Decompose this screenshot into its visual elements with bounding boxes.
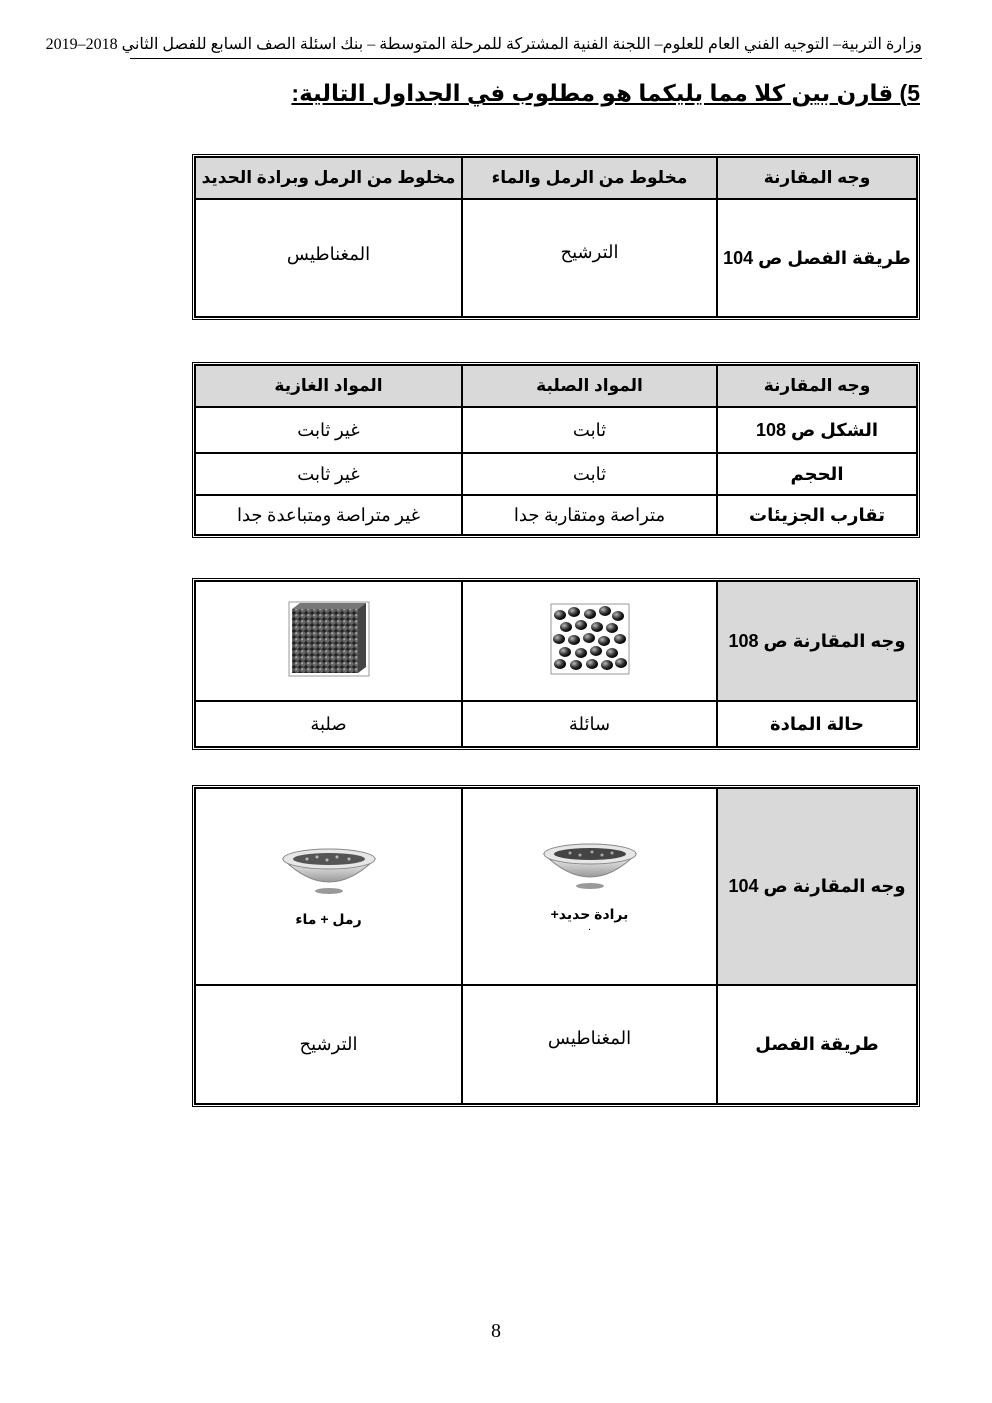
- table2-header-aspect: وجه المقارنة: [717, 365, 917, 407]
- solid-particles-illustration: [195, 581, 462, 701]
- table2-row1-gas: غير ثابت: [195, 453, 462, 495]
- table1-row-label: طريقة الفصل ص 104: [717, 199, 917, 317]
- table1-cell-filtration: الترشيح: [462, 199, 717, 317]
- table3-header-aspect: وجه المقارنة ص 108: [717, 581, 917, 701]
- iron-sand-bowl-cell: [462, 788, 717, 985]
- table1-header-sand-water: مخلوط من الرمل والماء: [462, 157, 717, 199]
- table2-header-gases: المواد الغازية: [195, 365, 462, 407]
- sand-water-caption: رمل + ماء: [295, 911, 362, 927]
- table3-cell-liquid: سائلة: [462, 701, 717, 747]
- liquid-particles-illustration: [462, 581, 717, 701]
- iron-sand-caption: برادة حديد+: [550, 906, 629, 922]
- table-row: [195, 407, 917, 453]
- table2-row0-gas: غير ثابت: [195, 407, 462, 453]
- table2-row0-label: الشكل ص 108: [717, 407, 917, 453]
- table2-row2-label: تقارب الجزيئات: [717, 495, 917, 535]
- sand-water-bowl-cell: [195, 788, 462, 985]
- iron-sand-caption-dot: .: [588, 922, 591, 933]
- solid-particles-image: [288, 601, 370, 677]
- table4-cell-filtration: الترشيح: [195, 985, 462, 1104]
- table2-row1-solid: ثابت: [462, 453, 717, 495]
- table3-row-label: حالة المادة: [717, 701, 917, 747]
- table3-cell-solid: صلبة: [195, 701, 462, 747]
- iron-filings-bowl-image: [540, 840, 640, 890]
- table1-cell-magnet: المغناطيس: [195, 199, 462, 317]
- page-header: وزارة التربية– التوجيه الفني العام للعلوم– اللجنة الفنية المشتركة للمرحلة المتوسطة – بنك اسئلة الصف السابع للفصل الثاني 2018–2019: [130, 34, 922, 59]
- comparison-table-states: [192, 362, 920, 538]
- sand-water-bowl-image: [279, 845, 379, 895]
- table-row: [195, 453, 917, 495]
- table1-header-aspect: وجه المقارنة: [717, 157, 917, 199]
- liquid-particles-image: [550, 603, 630, 675]
- comparison-table-separation: [192, 154, 920, 320]
- comparison-table-particles: [192, 578, 920, 750]
- question-title: 5) قارن بين كلا مما يليكما هو مطلوب في الجداول التالية:: [291, 80, 920, 106]
- comparison-table-mixtures: [192, 785, 920, 1107]
- table2-header-solids: المواد الصلبة: [462, 365, 717, 407]
- table4-header-aspect: وجه المقارنة ص 104: [717, 788, 917, 985]
- table2-row1-label: الحجم: [717, 453, 917, 495]
- table2-row2-gas: غير متراصة ومتباعدة جدا: [195, 495, 462, 535]
- table4-cell-magnet: المغناطيس: [462, 985, 717, 1104]
- table2-row0-solid: ثابت: [462, 407, 717, 453]
- table1-header-sand-iron: مخلوط من الرمل وبرادة الحديد: [195, 157, 462, 199]
- table4-row-label: طريقة الفصل: [717, 985, 917, 1104]
- table2-row2-solid: متراصة ومتقاربة جدا: [462, 495, 717, 535]
- page-number: 8: [491, 1320, 501, 1342]
- table-row: [195, 495, 917, 535]
